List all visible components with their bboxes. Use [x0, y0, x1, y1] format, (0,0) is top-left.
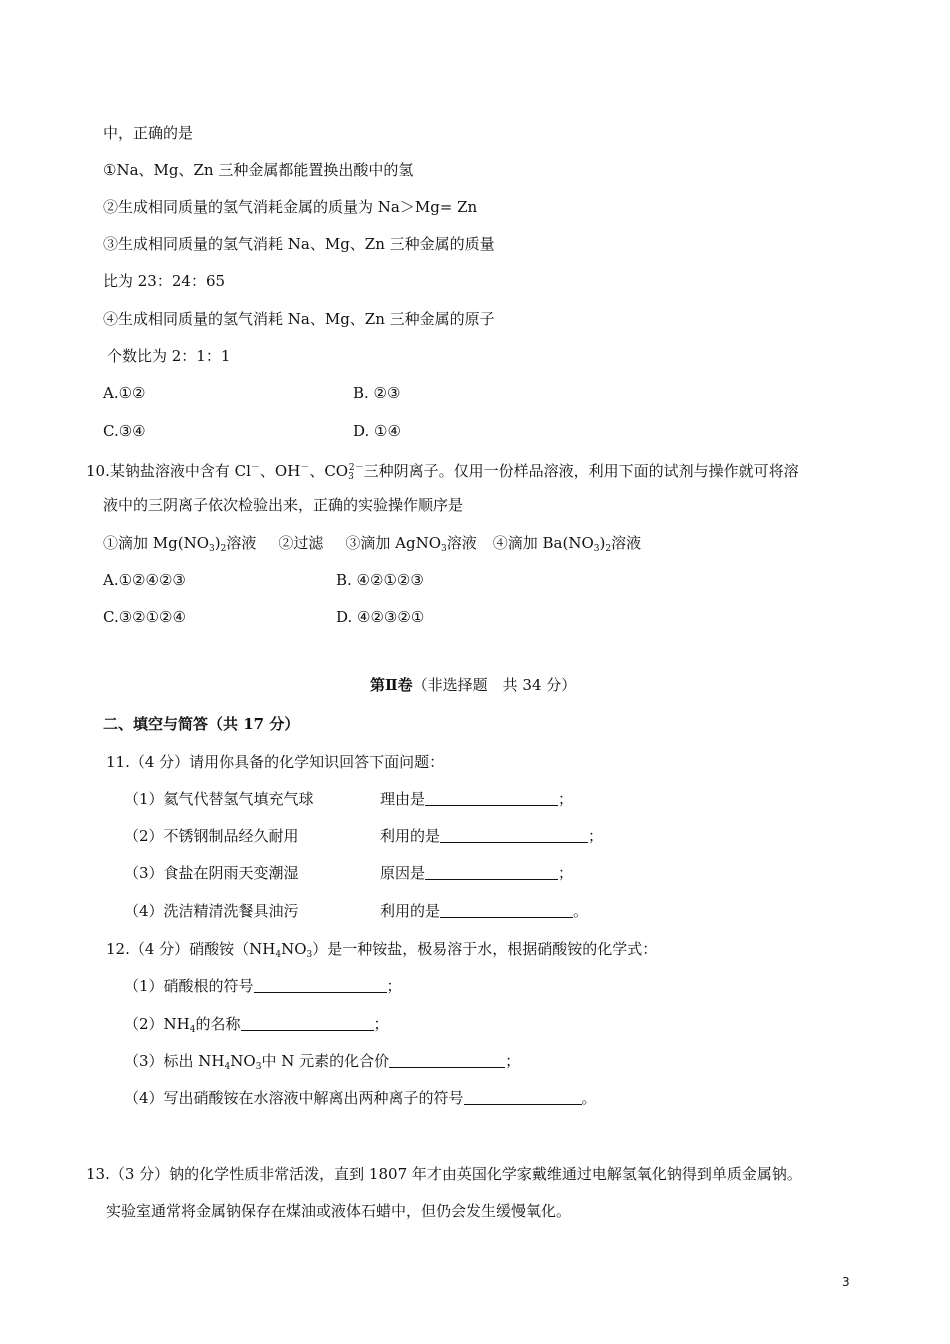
q12-item-2-blank[interactable] — [241, 1016, 374, 1031]
q10-option-c: C.③②①②④ — [103, 608, 186, 626]
q9-statement-3-cont: 比为 23：24：65 — [103, 272, 226, 290]
q12-item-1: （1）硝酸根的符号 ； — [124, 977, 402, 995]
q11-item-4-answer: 利用的是 。 — [380, 902, 589, 920]
q11-item-3: （3）食盐在阴雨天变潮湿 — [124, 864, 299, 882]
q10-number: 10. — [86, 462, 110, 480]
q12-item-4: （4）写出硝酸铵在水溶液中解离出两种离子的符号 。 — [124, 1089, 597, 1107]
q13-line-2: 实验室通常将金属钠保存在煤油或液体石蜡中，但仍会发生缓慢氧化。 — [106, 1202, 572, 1220]
q10-stem-text: 某钠盐溶液中含有 Cl－、OH－、$CO_3^{2-}$三种阴离子。仅用一份样品溶液，利用下面的试剂与操作就可将溶 — [109, 462, 799, 482]
q11-item-1: （1）氦气代替氢气填充气球 — [124, 790, 314, 808]
q11-item-4: （4）洗洁精清洗餐具油污 — [124, 902, 299, 920]
q12-item-4-blank[interactable] — [464, 1090, 582, 1105]
q9-statement-3: ③生成相同质量的氢气消耗 Na、Mg、Zn 三种金属的质量 — [103, 235, 495, 253]
q9-option-a: A.①② — [103, 384, 146, 402]
q11-item-3-blank[interactable] — [425, 865, 558, 880]
q10-stem — [86, 458, 799, 487]
q11-item-3-answer: 原因是 ； — [380, 864, 574, 882]
q9-statement-2: ②生成相同质量的氢气消耗金属的质量为 Na＞Mg= Zn — [103, 198, 478, 216]
q10-operation-1: ①滴加 $Mg(NO_3)_2$溶液 — [103, 534, 257, 554]
page-number: 3 — [842, 1275, 850, 1289]
q13-line-1: 13.（3 分）钠的化学性质非常活泼，直到 1807 年才由英国化学家戴维通过电解氢氧化钠得到单质金属钠。 — [86, 1165, 802, 1183]
q10-stem-line-2: 液中的三阴离子依次检验出来，正确的实验操作顺序是 — [103, 496, 464, 514]
q9-option-c: C.③④ — [103, 422, 146, 440]
q10-option-b: B. ④②①②③ — [336, 571, 424, 589]
section-heading: 二、填空与简答（共 17 分） — [103, 715, 300, 733]
q9-stem-tail: 中，正确的是 — [103, 124, 194, 142]
q12-item-2: $(2)NH_4$的名称 ； — [124, 1015, 389, 1035]
q11-stem: 11.（4 分）请用你具备的化学知识回答下面问题： — [106, 753, 445, 771]
q9-option-d: D. ①④ — [353, 422, 401, 440]
q11-item-2-blank[interactable] — [440, 828, 588, 843]
part-2-title-rest: （非选择题 共 34 分） — [412, 676, 577, 694]
q10-option-a: A.①②④②③ — [103, 571, 186, 589]
q11-item-2-answer: 利用的是 ； — [380, 827, 604, 845]
q9-statement-4: ④生成相同质量的氢气消耗 Na、Mg、Zn 三种金属的原子 — [103, 310, 495, 328]
part-2-title-bold: 第Ⅱ卷 — [370, 676, 413, 694]
q12-item-1-blank[interactable] — [254, 978, 387, 993]
q11-item-1-blank[interactable] — [425, 791, 558, 806]
q11-item-4-blank[interactable] — [440, 903, 573, 918]
q12-item-3: （3）标出 $NH_4NO_3$中 N 元素的化合价 ； — [124, 1052, 521, 1072]
q10-option-d: D. ④②③②① — [336, 608, 425, 626]
q10-operation-3: ③滴加 AgNO$_3$溶液 — [345, 534, 477, 554]
q12-stem: 12.（4 分）硝酸铵$(NH_4NO_3)$是一种铵盐，极易溶于水，根据硝酸铵的化学式： — [106, 940, 658, 960]
q9-option-b: B. ②③ — [353, 384, 401, 402]
q11-item-1-answer: 理由是 ； — [380, 790, 574, 808]
part-2-title — [370, 675, 576, 695]
q10-operations — [103, 533, 641, 559]
q9-statement-4-cont: 个数比为 2：1：1 — [107, 347, 231, 365]
q9-statement-1: ①Na、Mg、Zn 三种金属都能置换出酸中的氢 — [103, 161, 414, 179]
q10-operation-4: ④滴加 $Ba(NO_3)_2$溶液 — [492, 534, 642, 554]
q12-item-3-blank[interactable] — [389, 1053, 505, 1068]
q10-operation-2: ②过滤 — [278, 534, 324, 552]
q11-item-2: （2）不锈钢制品经久耐用 — [124, 827, 299, 845]
